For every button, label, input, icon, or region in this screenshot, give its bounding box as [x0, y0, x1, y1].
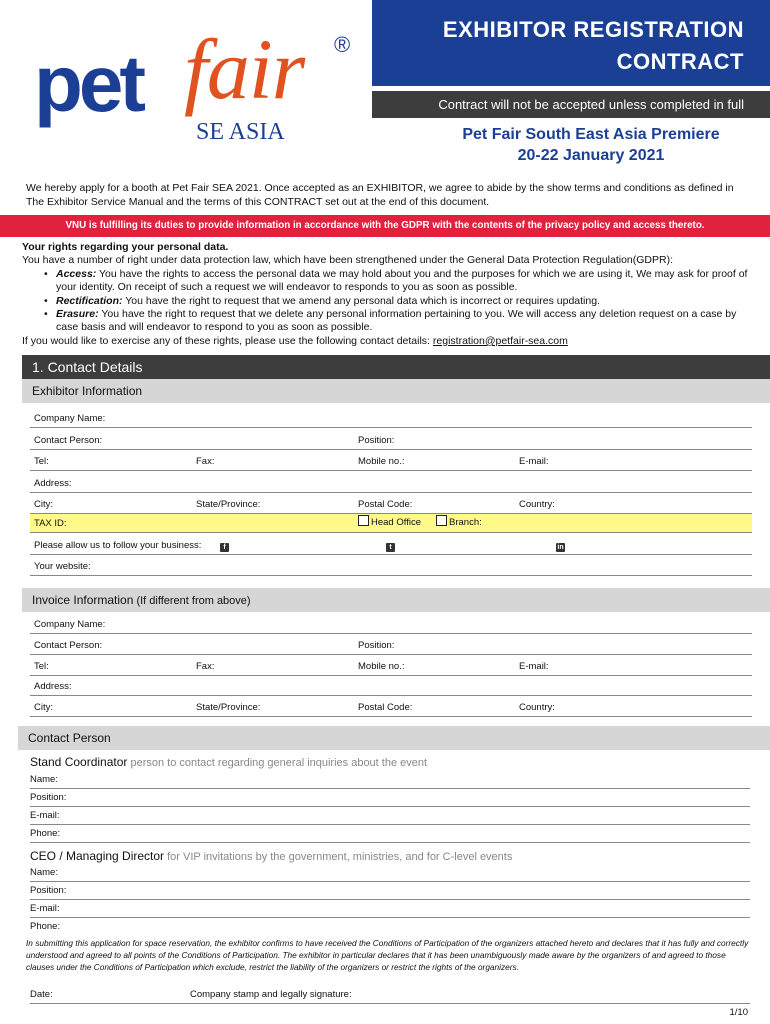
event-name: Pet Fair South East Asia Premiere: [462, 126, 720, 143]
role-description: person to contact regarding general inquiries about the event: [127, 757, 428, 769]
email-label: E-mail:: [30, 903, 60, 914]
phone-label: Phone:: [30, 828, 61, 839]
twitter-icon[interactable]: t: [386, 540, 395, 552]
address-label: Address:: [34, 478, 72, 489]
invoice-info-bar: [22, 588, 770, 612]
email-label: E-mail:: [30, 810, 60, 821]
role-title: Stand Coordinator: [30, 755, 128, 769]
exhibitor-location-row: [30, 495, 752, 514]
role-description: for VIP invitations by the government, ministries, and for C-level events: [164, 851, 513, 863]
rights-term: Access:: [56, 267, 97, 280]
website-label: Your website:: [34, 561, 91, 572]
name-label: Name:: [30, 867, 58, 878]
rights-text: You have the right to request that we delete any personal information pertaining to you. We will access any deletion request on a case by case basis and will endeavor to respond to you as soon as possible.: [56, 308, 737, 334]
position-label: Position:: [30, 792, 67, 803]
ceo-heading: [30, 849, 512, 863]
email-label[interactable]: E-mail:: [519, 661, 549, 672]
rights-item-access: [44, 268, 752, 295]
invoice-note: (If different from above): [133, 595, 251, 607]
website-field[interactable]: [30, 557, 752, 576]
logo-subtitle: SE ASIA: [196, 119, 285, 145]
position-label[interactable]: Position:: [358, 640, 395, 651]
rights-lead: You have a number of right under data protection law, which have been strengthened under the General Data Protection Regulation(GDPR):: [22, 254, 674, 267]
country-label[interactable]: Country:: [519, 702, 555, 713]
exhibitor-company-name-field[interactable]: [30, 409, 752, 428]
registered-mark: ®: [334, 32, 351, 57]
logo-fair-text: fair: [184, 21, 305, 117]
company-name-label: Company Name:: [34, 413, 106, 424]
document-title: [372, 0, 770, 86]
phone-label: Phone:: [30, 921, 61, 932]
head-office-checkbox[interactable]: [358, 515, 369, 526]
page-number: 1/10: [729, 1007, 748, 1018]
ceo-name-field[interactable]: [30, 864, 750, 882]
stand-email-field[interactable]: [30, 807, 750, 825]
branch-option[interactable]: [436, 515, 482, 528]
rights-heading: Your rights regarding your personal data.: [22, 241, 229, 253]
follow-label: Please allow us to follow your business:: [34, 540, 202, 551]
invoice-company-name-field[interactable]: [30, 615, 752, 634]
rights-item-rectification: [44, 295, 752, 308]
ceo-email-field[interactable]: [30, 900, 750, 918]
tax-id-label[interactable]: TAX ID:: [34, 518, 67, 529]
linkedin-icon[interactable]: in: [557, 544, 564, 551]
rights-text: You have the right to request that we amend any personal data which is incorrect or requires updating.: [122, 294, 600, 307]
invoice-location-row: [30, 698, 752, 717]
stand-position-field[interactable]: [30, 789, 750, 807]
state-label[interactable]: State/Province:: [196, 499, 261, 510]
contact-person-bar: Contact Person: [18, 726, 770, 750]
position-label[interactable]: Position:: [358, 435, 395, 446]
facebook-icon[interactable]: f: [220, 540, 229, 552]
stand-coordinator-heading: [30, 755, 427, 769]
postal-code-label[interactable]: Postal Code:: [358, 702, 413, 713]
city-label[interactable]: City:: [34, 702, 53, 713]
position-label: Position:: [30, 885, 67, 896]
data-rights-section: [22, 241, 752, 348]
ceo-phone-field[interactable]: [30, 918, 750, 936]
exhibitor-contact-row: [30, 431, 752, 450]
invoice-phone-row: [30, 657, 752, 676]
postal-code-label[interactable]: Postal Code:: [358, 499, 413, 510]
rights-closing: [22, 335, 752, 348]
participation-disclaimer: In submitting this application for space reservation, the exhibitor confirms to have received the Conditions of Participation of the organizers attached hereto and declares that it has fully and correctly understood and agreed to all points of the Conditions of Participation. The exhibitor in particular declares that it has been unambiguously made aware by the organizers of and agreed to those clauses under the Conditions of Participation which exclude, restrict the liability of the organizers or restrict the rights of the organizers.: [26, 938, 749, 972]
date-label[interactable]: Date:: [30, 989, 53, 1000]
rights-term: Rectification:: [56, 294, 123, 307]
city-label[interactable]: City:: [34, 499, 53, 510]
rights-text: You have the rights to access the personal data we may hold about you and the purposes for which we are using it, We may ask for proof of your identity. On receipt of such a request we will endeavor to responds to you as soon as possible.: [56, 267, 748, 294]
tax-id-row: [30, 514, 752, 533]
logo-pet-text: pet: [34, 39, 142, 128]
mobile-label[interactable]: Mobile no.:: [358, 456, 405, 467]
closing-text: If you would like to exercise any of these rights, please use the following contact details:: [22, 334, 433, 347]
petfair-logo: [34, 22, 364, 150]
section-contact-details: 1. Contact Details: [22, 355, 770, 379]
contact-person-label[interactable]: Contact Person:: [34, 640, 103, 651]
mobile-label[interactable]: Mobile no.:: [358, 661, 405, 672]
state-label[interactable]: State/Province:: [196, 702, 261, 713]
tel-label[interactable]: Tel:: [34, 456, 49, 467]
branch-checkbox[interactable]: [436, 515, 447, 526]
exhibitor-info-bar: Exhibitor Information: [22, 379, 770, 403]
ceo-position-field[interactable]: [30, 882, 750, 900]
completion-notice: Contract will not be accepted unless completed in full: [372, 91, 770, 118]
head-office-label: Head Office: [371, 517, 421, 528]
title-line-1: EXHIBITOR REGISTRATION: [442, 17, 744, 42]
tel-label[interactable]: Tel:: [34, 661, 49, 672]
country-label[interactable]: Country:: [519, 499, 555, 510]
exhibitor-address-field[interactable]: [30, 474, 752, 493]
title-line-2: CONTRACT: [616, 49, 744, 74]
stamp-signature-label[interactable]: Company stamp and legally signature:: [190, 989, 352, 1000]
name-label: Name:: [30, 774, 58, 785]
event-title: [372, 124, 770, 166]
invoice-contact-row: [30, 636, 752, 655]
invoice-title: Invoice Information: [32, 593, 134, 607]
fax-label[interactable]: Fax:: [196, 661, 215, 672]
exhibitor-phone-row: [30, 452, 752, 471]
signature-row: [30, 986, 750, 1004]
rights-term: Erasure:: [56, 308, 99, 321]
intro-paragraph: We hereby apply for a booth at Pet Fair SEA 2021. Once accepted as an EXHIBITOR, we agree to abide by the show terms and conditions as defined in The Exhibitor Service Manual and the terms of this CONTRACT set out at the end of this document.: [26, 182, 734, 208]
contact-person-label[interactable]: Contact Person:: [34, 435, 103, 446]
role-title: CEO / Managing Director: [30, 849, 165, 863]
social-follow-row: [30, 536, 752, 555]
company-name-label: Company Name:: [34, 619, 106, 630]
gdpr-notice: VNU is fulfilling its duties to provide information in accordance with the GDPR with the contents of the privacy policy and access thereto.: [0, 215, 770, 237]
stand-name-field[interactable]: [30, 771, 750, 789]
event-dates: 20-22 January 2021: [517, 147, 665, 164]
stand-phone-field[interactable]: [30, 825, 750, 843]
rights-list: [22, 268, 752, 335]
branch-label: Branch:: [449, 517, 482, 528]
rights-item-erasure: [44, 308, 752, 335]
head-office-option[interactable]: [358, 515, 421, 528]
registration-email-link[interactable]: registration@petfair-sea.com: [432, 334, 568, 347]
fax-label[interactable]: Fax:: [196, 456, 215, 467]
address-label: Address:: [34, 681, 72, 692]
email-label[interactable]: E-mail:: [519, 456, 549, 467]
invoice-address-field[interactable]: [30, 677, 752, 696]
